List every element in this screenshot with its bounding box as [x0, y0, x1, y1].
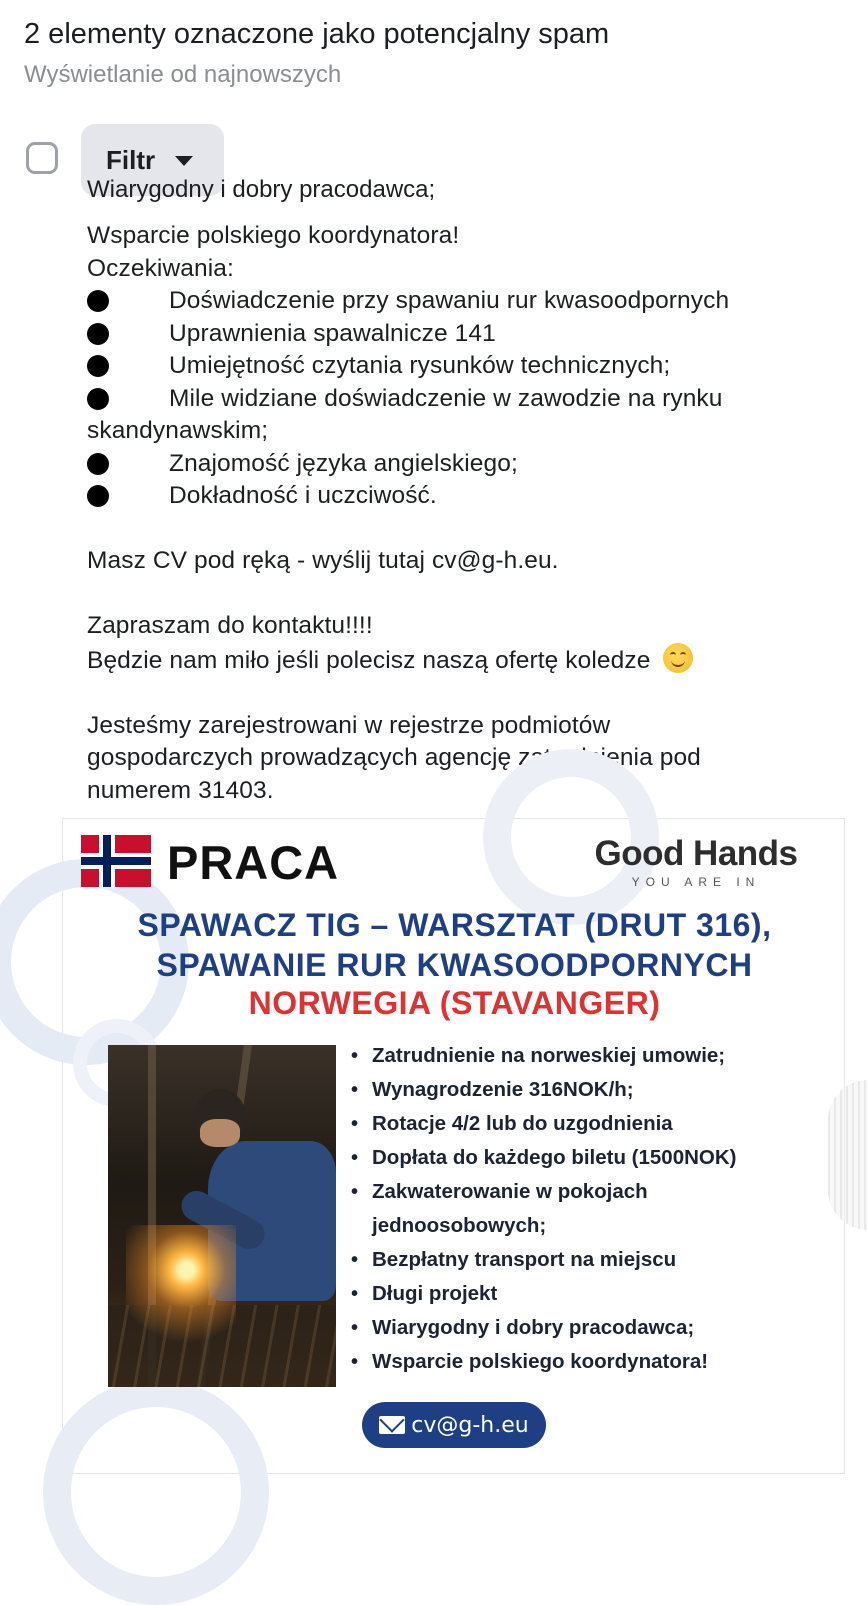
scroll-edge-decor: [828, 1080, 868, 1230]
post-line: Wsparcie polskiego koordynatora!: [87, 222, 460, 249]
smiling-emoji-icon: [663, 643, 693, 673]
ad-location: NORWEGIA (STAVANGER): [248, 985, 661, 1021]
page-title: 2 elementy oznaczone jako potencjalny spam: [24, 18, 610, 50]
decor-circle: [43, 1379, 269, 1605]
bullet-continuation: skandynawskim;: [87, 417, 269, 444]
norway-flag-icon: [81, 835, 151, 887]
registry-line: numerem 31403.: [87, 776, 274, 804]
ad-benefit: • Rotacje 4/2 lub do uzgodnienia: [351, 1112, 673, 1135]
bullet-icon: [87, 485, 109, 507]
email-text: cv@g-h.eu: [411, 1412, 529, 1438]
cv-line: Masz CV pod ręką - wyślij tutaj cv@g-h.eu.: [87, 547, 559, 574]
bullet-item: Umiejętność czytania rysunków technicznych;: [87, 350, 847, 383]
ad-benefit: • Zatrudnienie na norweskiej umowie;: [351, 1044, 726, 1067]
ad-benefit-continuation: jednoosobowych;: [372, 1214, 547, 1237]
registry-line: gospodarczych prowadzących agencję zatrudnienia pod: [87, 744, 701, 771]
bullet-item: Mile widziane doświadczenie w zawodzie na rynku: [87, 383, 847, 416]
select-all-checkbox[interactable]: [26, 142, 58, 174]
recommend-line: Będzie nam miło jeśli polecisz naszą ofertę koledze: [87, 643, 847, 678]
bullet-item: Uprawnienia spawalnicze 141: [87, 318, 847, 351]
ad-headline: SPAWANIE RUR KWASOODPORNYCH: [156, 947, 753, 983]
ad-benefit: • Zakwaterowanie w pokojach: [351, 1180, 648, 1203]
ad-praca-heading: PRACA: [167, 836, 340, 889]
ad-benefit: • Długi projekt: [351, 1282, 498, 1305]
logo-name: Good Hands: [594, 834, 798, 873]
bullet-icon: [87, 323, 109, 345]
bullet-item: Znajomość języka angielskiego;: [87, 448, 847, 481]
bullet-icon: [87, 355, 109, 377]
welder-photo: [108, 1045, 336, 1387]
bullet-item: Doświadczenie przy spawaniu rur kwasoodpornych: [87, 285, 847, 318]
bullet-item: Dokładność i uczciwość.: [87, 480, 847, 513]
filter-button-label: Filtr: [106, 144, 156, 175]
ad-benefit: • Dopłata do każdego biletu (1500NOK): [351, 1146, 737, 1169]
sort-label[interactable]: Wyświetlanie od najnowszych: [24, 61, 342, 88]
ad-headline: SPAWACZ TIG – WARSZTAT (DRUT 316),: [137, 907, 772, 943]
ad-benefit: • Wsparcie polskiego koordynatora!: [351, 1350, 709, 1373]
job-ad-image[interactable]: [62, 818, 845, 1474]
ad-benefits-list: [351, 1039, 821, 1379]
bullet-icon: [87, 290, 109, 312]
bullet-icon: [87, 388, 109, 410]
caret-down-icon: [175, 156, 193, 166]
email-pill: [362, 1402, 546, 1448]
ad-benefit: • Wiarygodny i dobry pracodawca;: [351, 1316, 695, 1339]
mail-icon: [379, 1416, 405, 1434]
list-header: [24, 14, 609, 92]
registry-line: Jesteśmy zarejestrowani w rejestrze podmiotów: [87, 711, 611, 739]
good-hands-logo: [585, 833, 807, 889]
bullet-icon: [87, 453, 109, 475]
post-line: Oczekiwania:: [87, 254, 234, 282]
invite-line: Zapraszam do kontaktu!!!!: [87, 612, 373, 639]
ad-benefit: • Bezpłatny transport na miejscu: [351, 1248, 677, 1271]
ad-benefit: • Wynagrodzenie 316NOK/h;: [351, 1078, 634, 1101]
logo-tagline: YOU ARE IN: [631, 875, 761, 889]
clipped-post-line: Wiarygodny i dobry pracodawca;: [87, 176, 436, 203]
post-body: [87, 220, 847, 807]
